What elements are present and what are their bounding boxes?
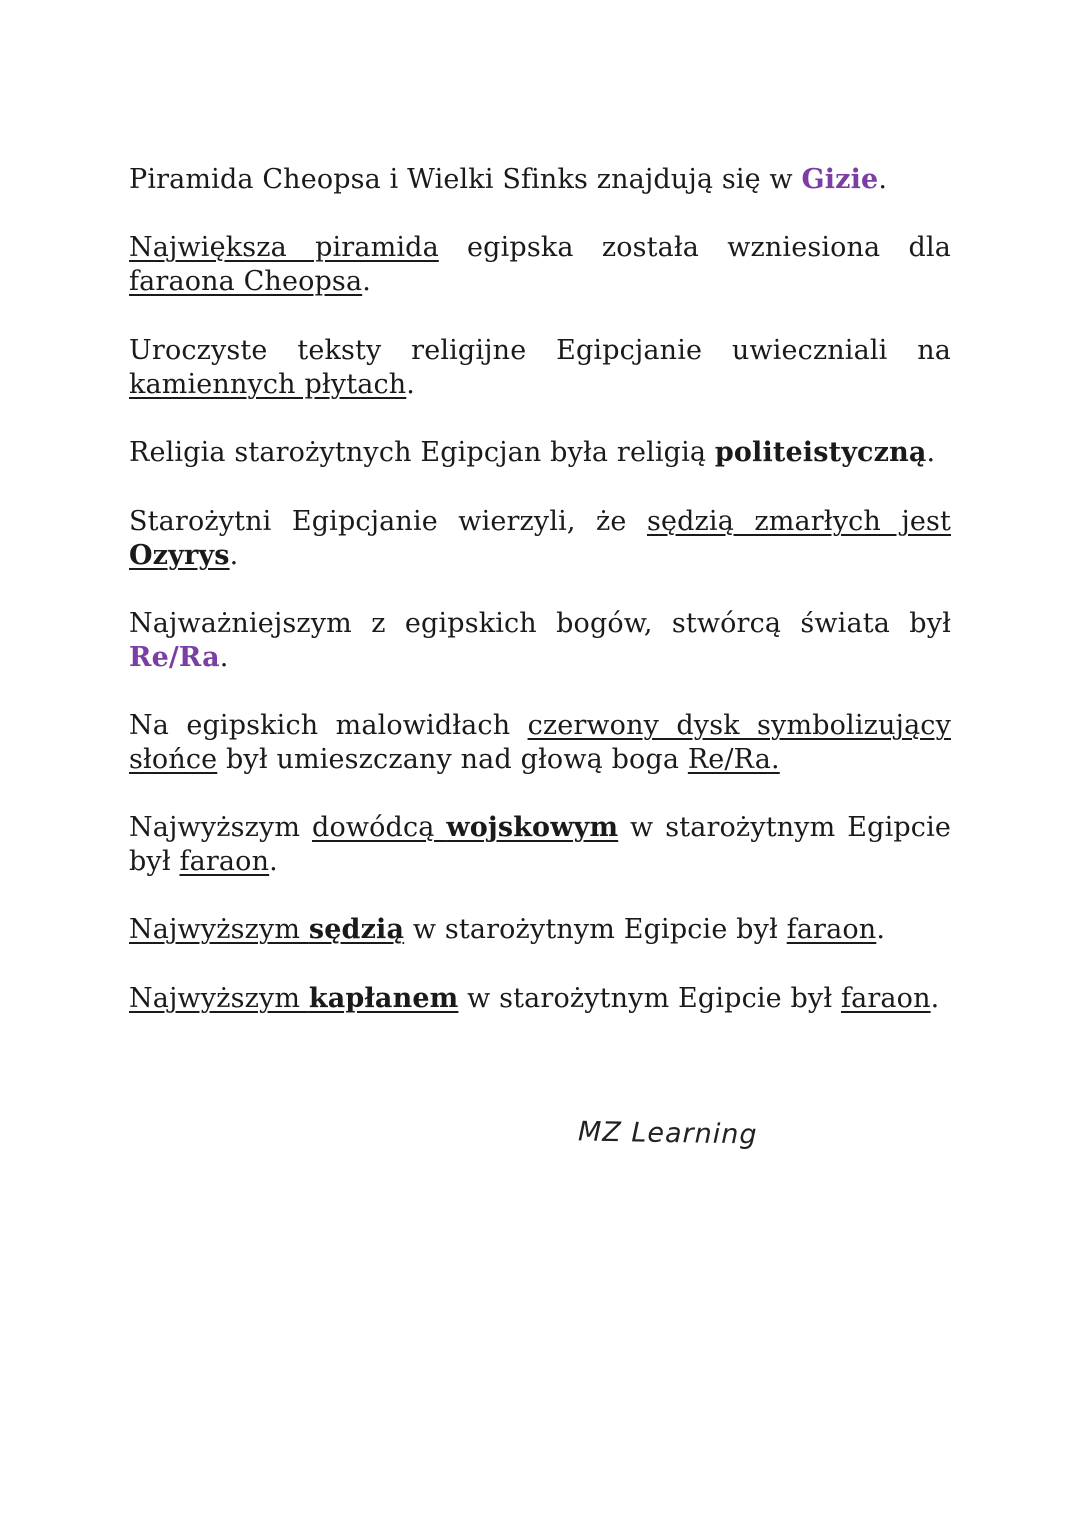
- highlight-re-ra: Re/Ra: [129, 642, 220, 673]
- sentence-military-leader: Najwyższym dowódcą wojskowym w starożytnym Egipcie był faraon.: [129, 812, 951, 877]
- bold-ozyrys: Ozyrys: [129, 540, 230, 571]
- sentence-polytheism: Religia starożytnych Egipcjan była religią politeistyczną.: [129, 437, 936, 468]
- bold-politeistyczna: politeistyczną: [714, 437, 927, 468]
- sentence-largest-pyramid: Największa piramida egipska została wzniesiona dla faraona Cheopsa.: [129, 232, 951, 297]
- highlight-gizie: Gizie: [801, 164, 879, 195]
- sentence-giza: Piramida Cheopsa i Wielki Sfinks znajdują się w Gizie.: [129, 164, 888, 195]
- signature-mz-learning: MZ Learning: [577, 1116, 758, 1151]
- sentence-most-important-god: Najważniejszym z egipskich bogów, stwórcą świata był Re/Ra.: [129, 608, 951, 673]
- sentence-judge-of-dead: Starożytni Egipcjanie wierzyli, że sędzią zmarłych jest Ozyrys.: [129, 506, 951, 571]
- sentence-supreme-judge: Najwyższym sędzią w starożytnym Egipcie był faraon.: [129, 914, 886, 945]
- sentence-high-priest: Najwyższym kapłanem w starożytnym Egipcie był faraon.: [129, 983, 940, 1014]
- sentence-religious-texts: Uroczyste teksty religijne Egipcjanie uwieczniali na kamiennych płytach.: [129, 335, 951, 400]
- sentence-red-disk: Na egipskich malowidłach czerwony dysk symbolizujący słońce był umieszczany nad głową boga Re/Ra.: [129, 710, 951, 775]
